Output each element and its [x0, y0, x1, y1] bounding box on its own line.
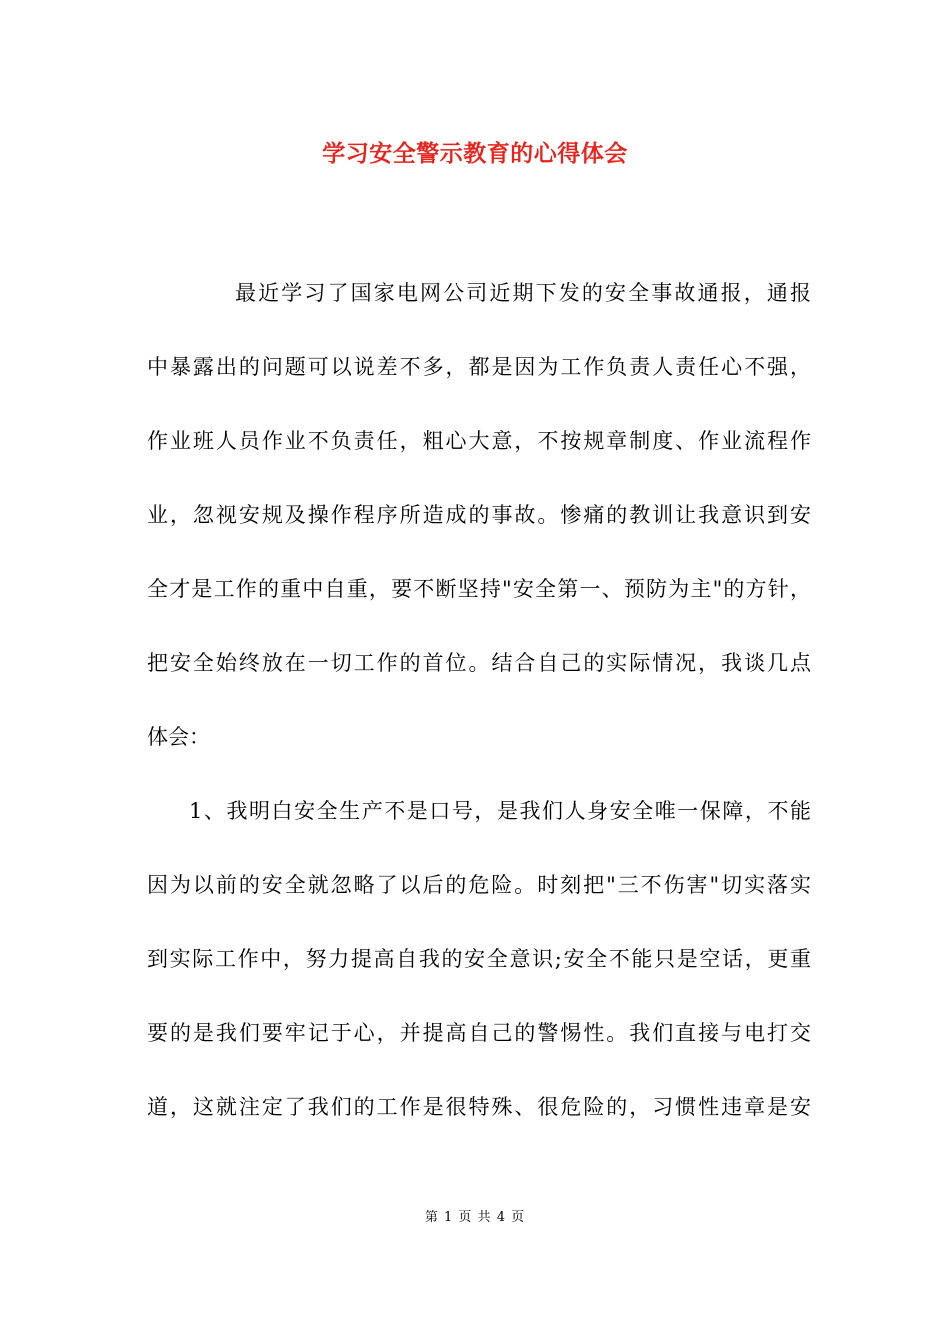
body-line-12: 道，这就注定了我们的工作是很特殊、很危险的，习惯性违章是安: [147, 1095, 811, 1119]
body-line-9: 因为以前的安全就忽略了以后的危险。时刻把"三不伤害"切实落实: [147, 873, 811, 897]
body-line-6: 把安全始终放在一切工作的首位。结合自己的实际情况，我谈几点: [147, 651, 811, 675]
body-line-3: 作业班人员作业不负责任，粗心大意，不按规章制度、作业流程作: [147, 429, 811, 453]
body-line-8: 1、我明白安全生产不是口号，是我们人身安全唯一保障，不能: [189, 799, 811, 823]
body-line-1: 最近学习了国家电网公司近期下发的安全事故通报，通报: [235, 281, 811, 305]
body-line-7: 体会：: [147, 725, 210, 749]
document-body: [147, 273, 811, 1161]
document-title: 学习安全警示教育的心得体会: [322, 140, 628, 167]
page-footer: 第 1 页 共 4 页: [424, 1210, 526, 1225]
body-line-4: 业，忽视安规及操作程序所造成的事故。惨痛的教训让我意识到安: [147, 503, 811, 527]
body-line-2: 中暴露出的问题可以说差不多，都是因为工作负责人责任心不强，: [147, 355, 811, 379]
body-line-11: 要的是我们要牢记于心，并提高自己的警惕性。我们直接与电打交: [147, 1021, 811, 1045]
body-line-5: 全才是工作的重中自重，要不断坚持"安全第一、预防为主"的方针，: [147, 577, 811, 601]
body-line-10: 到实际工作中，努力提高自我的安全意识;安全不能只是空话，更重: [147, 947, 811, 971]
